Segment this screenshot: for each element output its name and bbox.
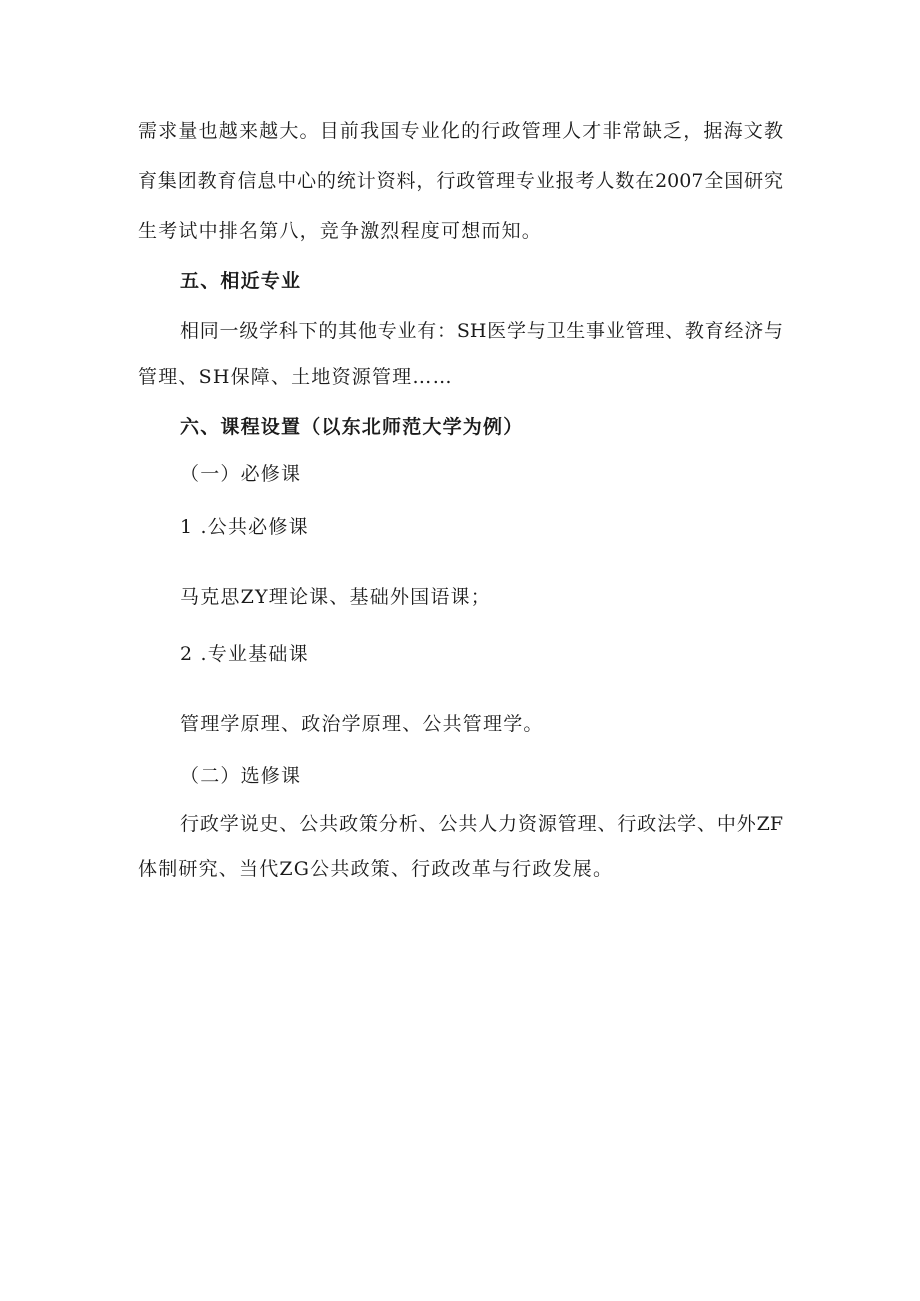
paragraph-line: 需求量也越来越大。目前我国专业化的行政管理人才非常缺乏，据海文教 bbox=[138, 120, 783, 142]
list-item-text: 管理学原理、政治学原理、公共管理学。 bbox=[180, 713, 544, 735]
subsection-heading: （一）必修课 bbox=[180, 463, 302, 485]
section-heading: 五、相近专业 bbox=[180, 270, 302, 292]
paragraph-line: 管理、SH保障、土地资源管理…… bbox=[138, 366, 453, 388]
paragraph-line: 育集团教育信息中心的统计资料，行政管理专业报考人数在2007全国研究 bbox=[138, 170, 783, 192]
section-heading: 六、课程设置（以东北师范大学为例） bbox=[180, 416, 524, 438]
subsection-heading: （二）选修课 bbox=[180, 765, 302, 787]
paragraph-line: 生考试中排名第八，竞争激烈程度可想而知。 bbox=[138, 220, 543, 242]
paragraph-line: 行政学说史、公共政策分析、公共人力资源管理、行政法学、中外ZF bbox=[180, 813, 783, 835]
list-item-label: 2 .专业基础课 bbox=[180, 643, 309, 665]
paragraph-line: 体制研究、当代ZG公共政策、行政改革与行政发展。 bbox=[138, 858, 614, 880]
paragraph-line: 相同一级学科下的其他专业有：SH医学与卫生事业管理、教育经济与 bbox=[180, 320, 783, 342]
list-item-label: 1 .公共必修课 bbox=[180, 516, 309, 538]
list-item-text: 马克思ZY理论课、基础外国语课； bbox=[180, 586, 491, 608]
